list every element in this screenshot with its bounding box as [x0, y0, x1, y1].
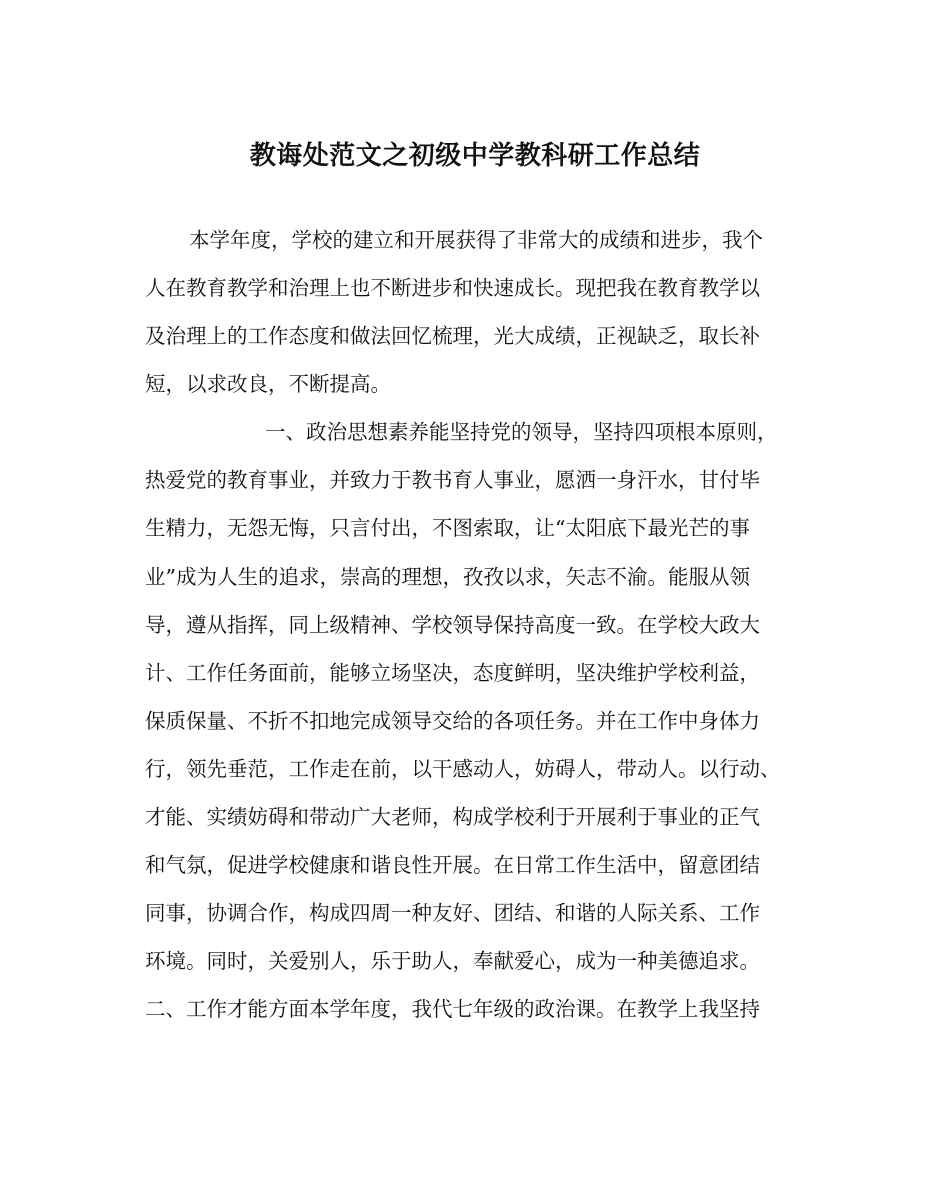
paragraph-line: 计、工作任务面前，能够立场坚决，态度鲜明，坚决维护学校利益，	[145, 661, 760, 685]
paragraph-line: 二、工作才能方面本学年度，我代七年级的政治课。在教学上我坚持	[145, 997, 760, 1021]
paragraph-line: 导，遵从指挥，同上级精神、学校领导保持高度一致。在学校大政大	[145, 613, 760, 637]
paragraph-line: 同事，协调合作，构成四周一种友好、团结、和谐的人际关系、工作	[145, 901, 760, 925]
paragraph-line: 保质保量、不折不扣地完成领导交给的各项任务。并在工作中身体力	[145, 709, 760, 733]
paragraph-line: 人在教育教学和治理上也不断进步和快速成长。现把我在教育教学以	[145, 276, 760, 300]
paragraph-line: 及治理上的工作态度和做法回忆梳理，光大成绩，正视缺乏，取长补	[145, 324, 760, 348]
paragraph-line: 一、政治思想素养能坚持党的领导，坚持四项根本原则，	[265, 420, 778, 444]
paragraph-line: 才能、实绩妨碍和带动广大老师，构成学校利于开展利于事业的正气	[145, 805, 760, 829]
paragraph-line: 热爱党的教育事业，并致力于教书育人事业，愿洒一身汗水，甘付毕	[145, 468, 760, 492]
document-title: 教诲处范文之初级中学教科研工作总结	[249, 141, 701, 171]
paragraph-line: 生精力，无怨无悔，只言付出，不图索取，让“太阳底下最光芒的事	[145, 516, 750, 540]
paragraph-line: 业”成为人生的追求，崇高的理想，孜孜以求，矢志不渝。能服从领	[145, 565, 750, 589]
paragraph-line: 环境。同时，关爱别人，乐于助人，奉献爱心，成为一种美德追求。	[145, 949, 760, 973]
paragraph-line: 短，以求改良，不断提高。	[145, 372, 391, 396]
paragraph-line: 行，领先垂范，工作走在前，以干感动人，妨碍人，带动人。以行动、	[145, 757, 781, 781]
paragraph-line: 本学年度，学校的建立和开展获得了非常大的成绩和进步，我个	[189, 228, 763, 252]
paragraph-line: 和气氛，促进学校健康和谐良性开展。在日常工作生活中，留意团结	[145, 853, 760, 877]
